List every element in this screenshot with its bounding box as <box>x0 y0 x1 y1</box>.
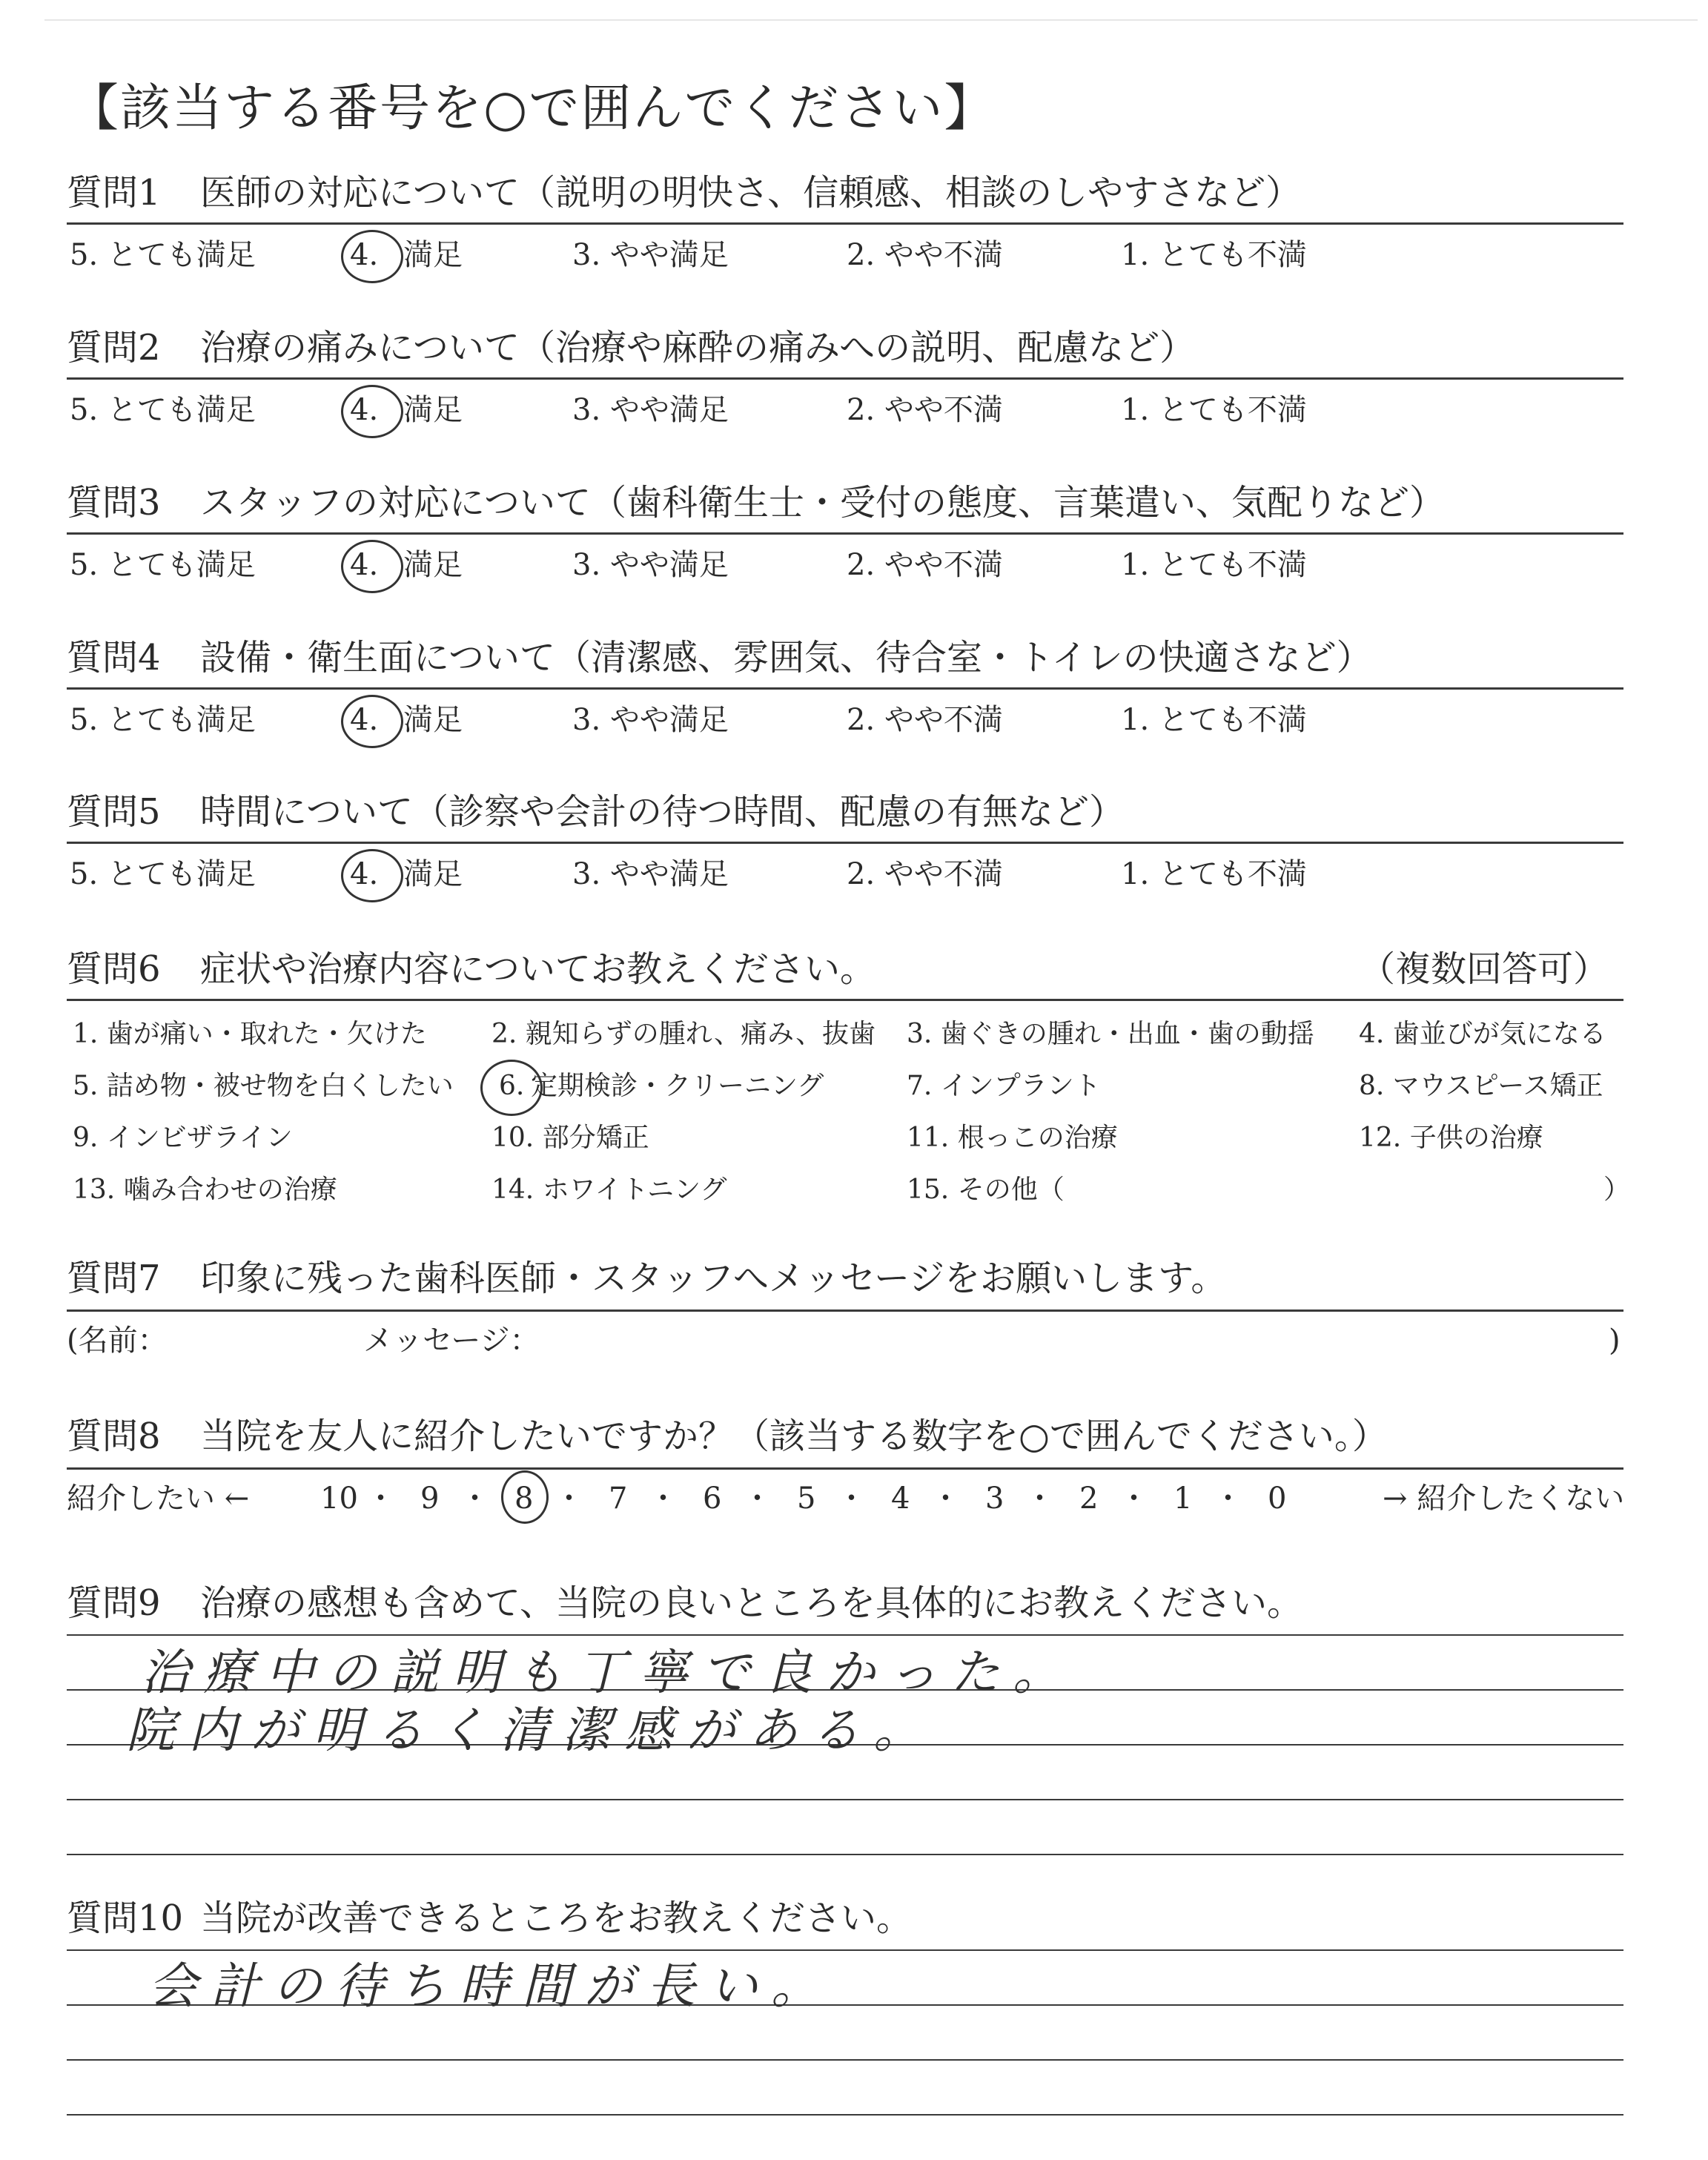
option-9[interactable]: 9. インビザライン <box>73 1123 293 1153</box>
scale-value-4[interactable]: 4 <box>891 1482 910 1516</box>
scan-edge <box>44 19 1698 21</box>
question-number: 質問7 <box>67 1258 161 1299</box>
scale-separator: ・ <box>930 1482 961 1516</box>
question-title <box>67 1895 1623 1942</box>
scale-value-10[interactable]: 10 <box>320 1482 358 1516</box>
question-number: 質問6 <box>67 948 161 990</box>
answer-line <box>67 2059 1623 2061</box>
scale-value-5[interactable]: 5 <box>797 1482 816 1516</box>
scale-separator: ・ <box>1119 1482 1149 1516</box>
question-rule <box>67 222 1623 225</box>
rating-5[interactable]: 5. とても満足 <box>70 393 256 427</box>
rating-3[interactable]: 3. やや満足 <box>572 393 729 427</box>
rating-1[interactable]: 1. とても不満 <box>1121 703 1307 737</box>
scale-separator: ・ <box>836 1482 867 1516</box>
question-number: 質問5 <box>67 791 161 833</box>
rating-options <box>70 543 1626 587</box>
rating-4-number[interactable]: 4. <box>350 393 379 427</box>
option-7[interactable]: 7. インプラント <box>907 1071 1101 1101</box>
rating-4-number[interactable]: 4. <box>350 238 379 272</box>
question-rule <box>67 999 1623 1001</box>
rating-5[interactable]: 5. とても満足 <box>70 857 256 891</box>
rating-2[interactable]: 2. やや不満 <box>847 393 1003 427</box>
rating-4-label: 満足 <box>403 548 463 582</box>
question-text: 当院を友人に紹介したいですか？（該当する数字を○で囲んでください。） <box>200 1416 1388 1457</box>
scale-separator: ・ <box>554 1482 584 1516</box>
option-5[interactable]: 5. 詰め物・被せ物を白くしたい <box>73 1071 454 1101</box>
rating-4-number[interactable]: 4. <box>350 703 379 737</box>
rating-options <box>70 233 1626 277</box>
option-8[interactable]: 8. マウスピース矯正 <box>1359 1071 1603 1101</box>
answer-line <box>67 1799 1623 1800</box>
answer-line <box>67 1854 1623 1855</box>
question-title <box>67 1255 1623 1302</box>
rating-4-number[interactable]: 4. <box>350 548 379 582</box>
rating-options <box>70 852 1626 896</box>
question-10 <box>67 1895 1623 2015</box>
option-12[interactable]: 12. 子供の治療 <box>1359 1123 1543 1153</box>
option-14[interactable]: 14. ホワイトニング <box>491 1175 727 1205</box>
scale-separator: ・ <box>648 1482 678 1516</box>
question-number: 質問8 <box>67 1416 161 1457</box>
question-rule <box>67 842 1623 844</box>
question-title <box>67 788 1623 836</box>
rating-2[interactable]: 2. やや不満 <box>847 548 1003 582</box>
name-label: (名前： <box>67 1324 168 1358</box>
rating-3[interactable]: 3. やや満足 <box>572 548 729 582</box>
handwritten-answer-line-2: 院内が明るく清潔感がある。 <box>126 1702 936 1759</box>
rating-1[interactable]: 1. とても不満 <box>1121 238 1307 272</box>
question-3 <box>67 479 1623 582</box>
question-rule <box>67 1467 1623 1470</box>
question-text: 治療の痛みについて（治療や麻酔の痛みへの説明、配慮など） <box>200 327 1196 369</box>
rating-5[interactable]: 5. とても満足 <box>70 703 256 737</box>
rating-4-number[interactable]: 4. <box>350 857 379 891</box>
question-rule <box>67 687 1623 690</box>
question-number: 質問2 <box>67 327 161 369</box>
option-4[interactable]: 4. 歯並びが気になる <box>1359 1019 1606 1049</box>
message-label: メッセージ： <box>363 1324 540 1358</box>
rating-5[interactable]: 5. とても満足 <box>70 548 256 582</box>
rating-3[interactable]: 3. やや満足 <box>572 703 729 737</box>
option-15[interactable]: 15. その他（ <box>907 1175 1065 1205</box>
question-number: 質問10 <box>67 1898 184 1939</box>
question-text: 時間について（診察や会計の待つ時間、配慮の有無など） <box>200 791 1125 833</box>
scale-value-2[interactable]: 2 <box>1079 1482 1099 1516</box>
question-rule <box>67 1309 1623 1312</box>
option-6-number[interactable]: 6. <box>499 1071 525 1101</box>
selection-circle <box>501 1470 549 1524</box>
scale-right-label: → 紹介したくない <box>1383 1482 1625 1516</box>
option-1[interactable]: 1. 歯が痛い・取れた・欠けた <box>73 1019 427 1049</box>
rating-4-label: 満足 <box>403 393 463 427</box>
rating-2[interactable]: 2. やや不満 <box>847 857 1003 891</box>
question-1 <box>67 169 1623 272</box>
question-title <box>67 479 1623 526</box>
question-7 <box>67 1255 1623 1358</box>
answer-line <box>67 2114 1623 2116</box>
scale-separator: ・ <box>460 1482 490 1516</box>
question-number: 質問1 <box>67 172 161 214</box>
question-text: 当院が改善できるところをお教えください。 <box>200 1898 913 1939</box>
option-11[interactable]: 11. 根っこの治療 <box>907 1123 1118 1153</box>
rating-2[interactable]: 2. やや不満 <box>847 703 1003 737</box>
question-9 <box>67 1579 1623 1759</box>
rating-1[interactable]: 1. とても不満 <box>1121 857 1307 891</box>
question-5 <box>67 788 1623 891</box>
option-2[interactable]: 2. 親知らずの腫れ、痛み、抜歯 <box>491 1019 876 1049</box>
option-6-label: 定期検診・クリーニング <box>531 1071 824 1101</box>
question-title <box>67 324 1623 371</box>
option-15-close: ） <box>1603 1175 1631 1205</box>
question-2 <box>67 324 1623 427</box>
question-text: 設備・衛生面について（清潔感、雰囲気、待合室・トイレの快適さなど） <box>200 637 1372 678</box>
rating-4-label: 満足 <box>403 857 463 891</box>
question-text: 印象に残った歯科医師・スタッフへメッセージをお願いします。 <box>200 1258 1227 1299</box>
rating-4-label: 満足 <box>403 238 463 272</box>
question-8 <box>67 1413 1625 1516</box>
scale-value-9[interactable]: 9 <box>420 1482 440 1516</box>
scale-value-0[interactable]: 0 <box>1268 1482 1287 1516</box>
question-rule <box>67 377 1623 380</box>
scale-separator: ・ <box>742 1482 772 1516</box>
question-6 <box>67 945 1631 1205</box>
question-text: 治療の感想も含めて、当院の良いところを具体的にお教えください。 <box>200 1582 1303 1624</box>
question-number: 質問9 <box>67 1582 161 1624</box>
recommend-scale <box>67 1475 1623 1522</box>
rating-5[interactable]: 5. とても満足 <box>70 238 256 272</box>
question-number: 質問3 <box>67 482 161 524</box>
rating-3[interactable]: 3. やや満足 <box>572 857 729 891</box>
scale-separator: ・ <box>1025 1482 1055 1516</box>
handwritten-answer-line-1: 治療中の説明も丁寧で良かった。 <box>141 1644 1075 1701</box>
scale-value-1[interactable]: 1 <box>1174 1482 1193 1516</box>
question-title <box>67 1413 1623 1460</box>
option-10[interactable]: 10. 部分矯正 <box>491 1123 649 1153</box>
question-number: 質問4 <box>67 637 161 678</box>
rating-options <box>70 388 1626 432</box>
multiple-answers-note: （複数回答可） <box>1359 948 1609 990</box>
scale-value-7[interactable]: 7 <box>609 1482 628 1516</box>
question-text: 症状や治療内容についてお教えください。 <box>200 948 876 990</box>
message-row <box>67 1318 1623 1363</box>
rating-4-label: 満足 <box>403 703 463 737</box>
question-text: 医師の対応について（説明の明快さ、信頼感、相談のしやすさなど） <box>200 172 1302 214</box>
question-title <box>67 169 1623 217</box>
scale-left-label: 紹介したい ← <box>67 1482 250 1516</box>
page-title: 【該当する番号を○で囲んでください】 <box>68 79 996 138</box>
rating-1[interactable]: 1. とても不満 <box>1121 548 1307 582</box>
scale-value-6[interactable]: 6 <box>703 1482 722 1516</box>
scale-value-8[interactable]: 8 <box>514 1482 534 1516</box>
rating-1[interactable]: 1. とても不満 <box>1121 393 1307 427</box>
question-text: スタッフの対応について（歯科衛生士・受付の態度、言葉遣い、気配りなど） <box>200 482 1446 524</box>
rating-3[interactable]: 3. やや満足 <box>572 238 729 272</box>
scale-separator: ・ <box>365 1482 396 1516</box>
rating-options <box>70 698 1626 742</box>
message-close: ) <box>1609 1324 1621 1358</box>
scale-separator: ・ <box>1213 1482 1243 1516</box>
handwritten-answer-line-1: 会計の待ち時間が長い。 <box>148 1958 833 2015</box>
question-4 <box>67 634 1623 737</box>
question-title <box>67 1579 1623 1627</box>
rating-2[interactable]: 2. やや不満 <box>847 238 1003 272</box>
scale-value-3[interactable]: 3 <box>985 1482 1004 1516</box>
question-rule <box>67 532 1623 535</box>
option-13[interactable]: 13. 噛み合わせの治療 <box>73 1175 337 1205</box>
question-title <box>67 634 1623 681</box>
option-3[interactable]: 3. 歯ぐきの腫れ・出血・歯の動揺 <box>907 1019 1314 1049</box>
